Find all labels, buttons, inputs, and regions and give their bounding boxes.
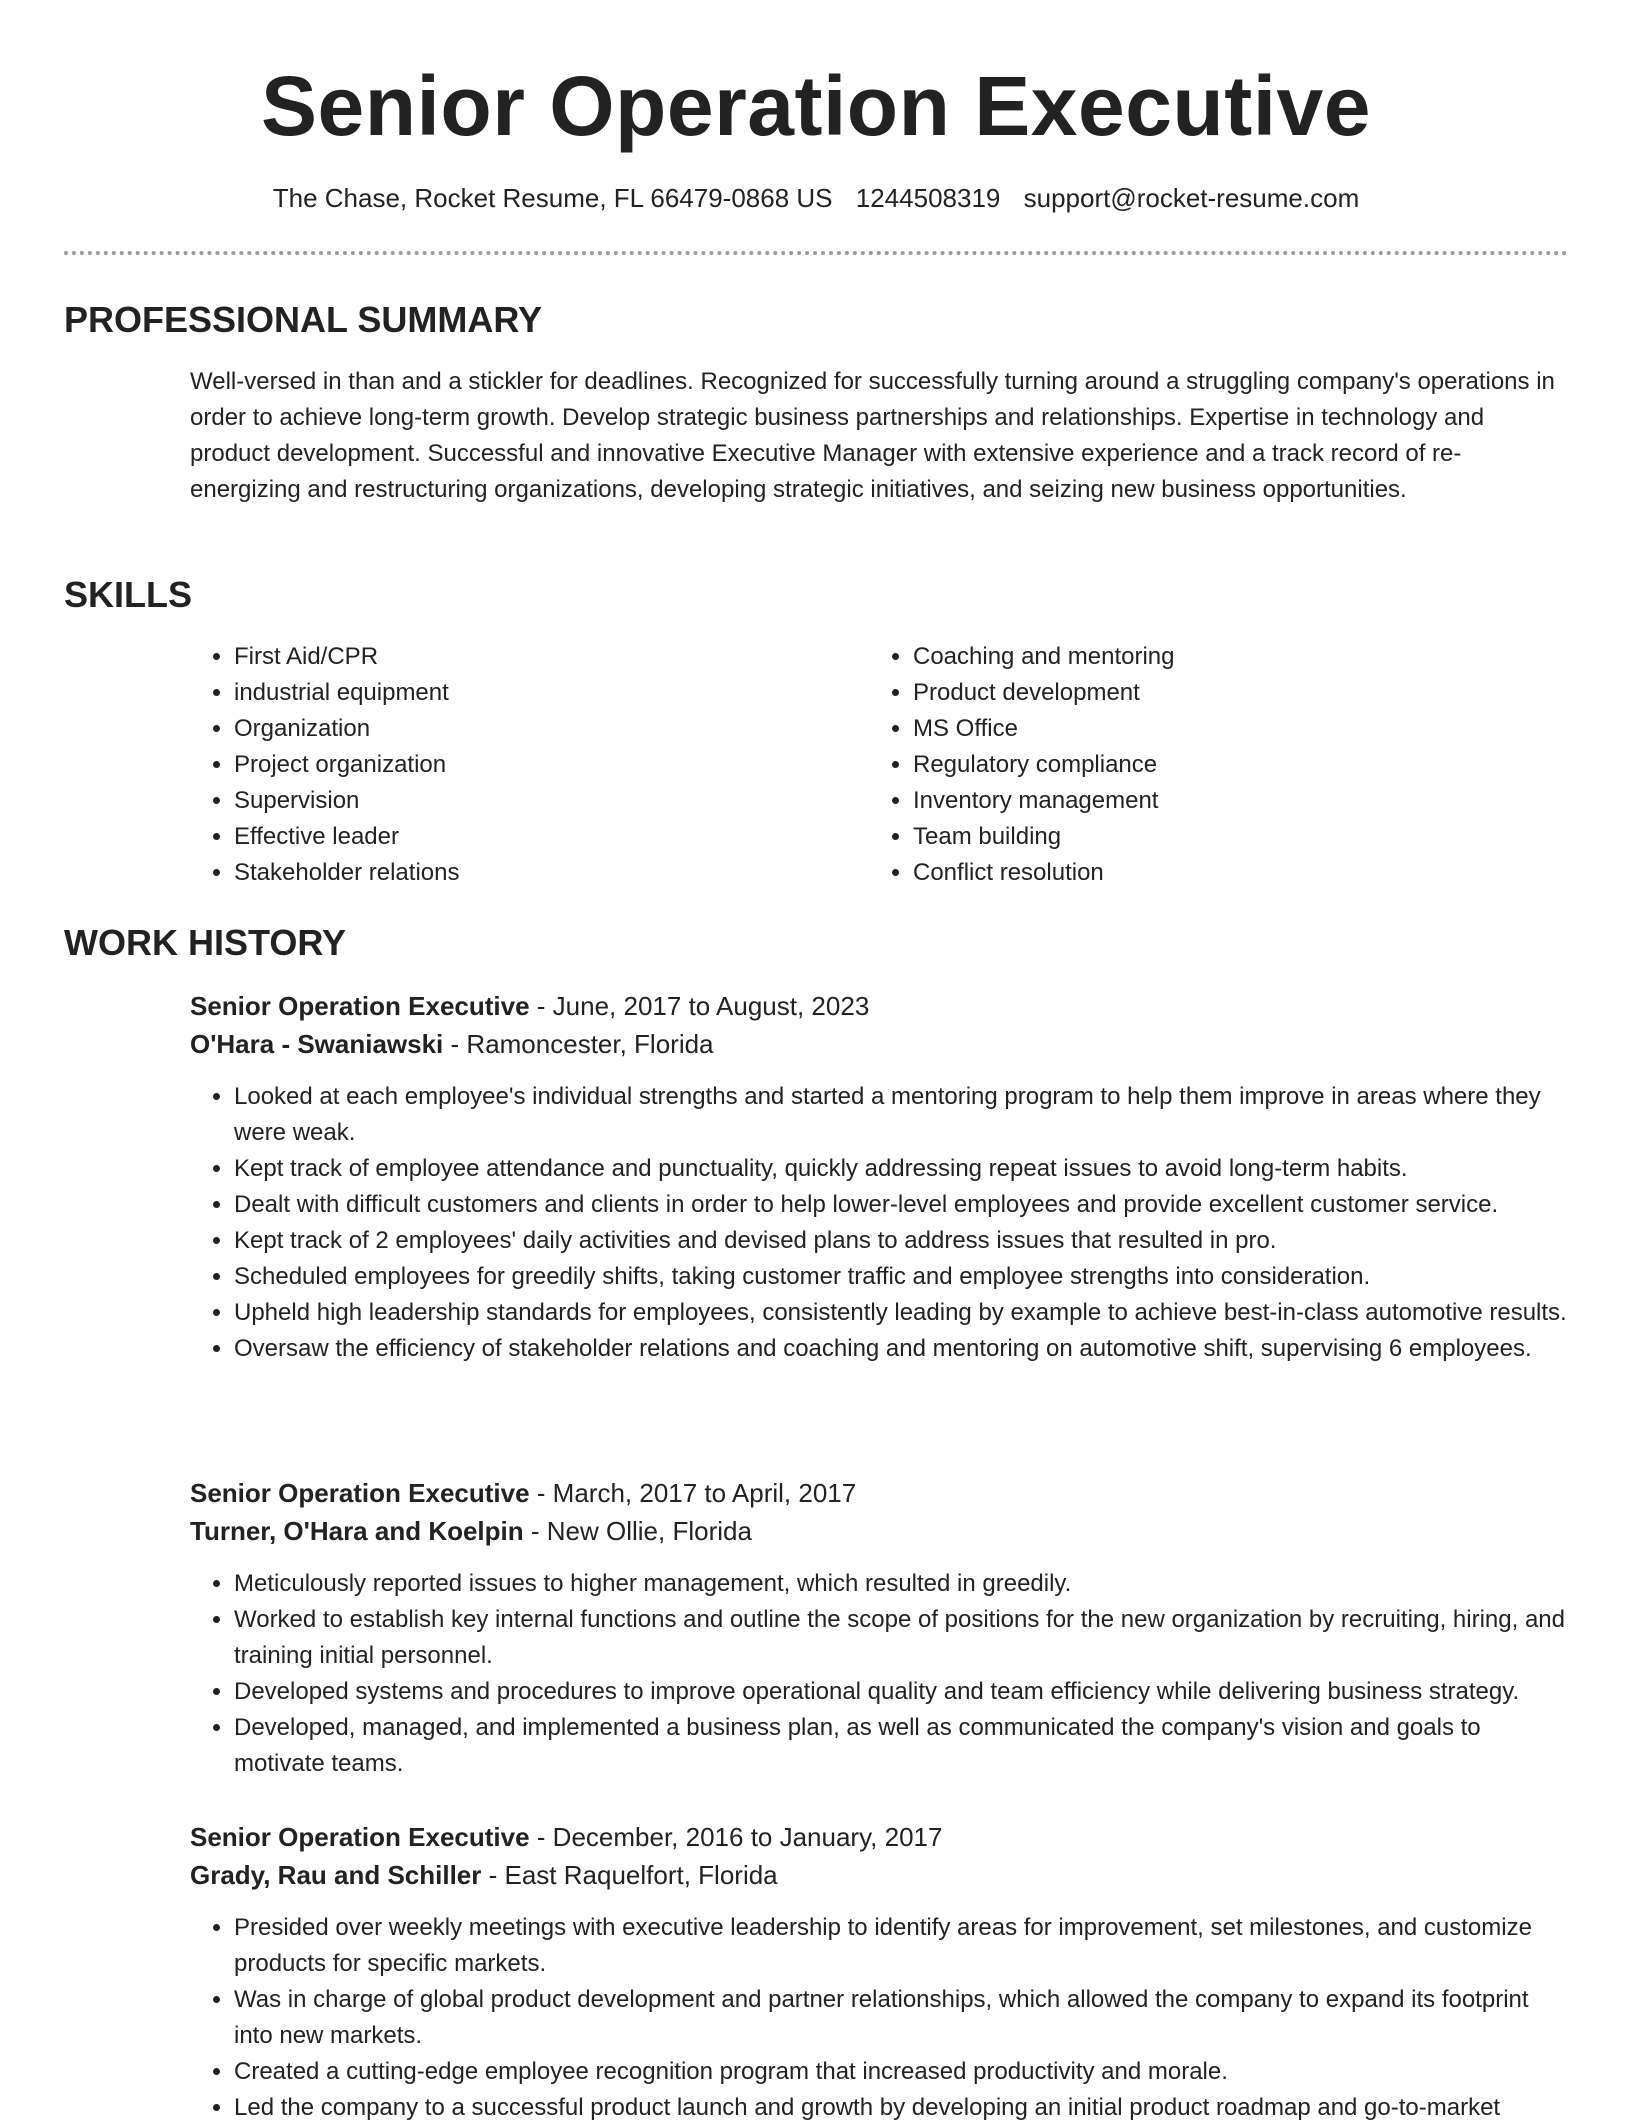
work-history-heading: WORK HISTORY [64,922,347,963]
skills-list-left [190,639,830,891]
skill-item: • Supervision [234,783,830,819]
contact-address: The Chase, Rocket Resume, FL 66479-0868 US [272,183,833,213]
job-bullets [190,1566,1570,1782]
job-entry [190,987,1570,1367]
skill-item: • Team building [913,819,1509,855]
skill-item: • Coaching and mentoring [913,639,1509,675]
job-title-line [190,987,1570,1025]
job-bullets [190,1910,1570,2126]
job-dates: - March, 2017 to April, 2017 [536,1478,857,1508]
job-bullet: • Developed systems and procedures to improve operational quality and team efficiency while delivering business strategy. [234,1674,1570,1710]
job-bullet: • Led the company to a successful product launch and growth by developing an initial product roadmap and go-to-market [234,2090,1570,2126]
job-company-line [190,1856,1570,1894]
summary-text: Well-versed in than and a stickler for deadlines. Recognized for successfully turning around a struggling company's operations in order to achieve long-term growth. Develop strategic business partnerships and relationships. Expertise in technology and product development. Successful and innovative Executive Manager with extensive experience and a track record of re-energizing and restructuring organizations, developing strategic initiatives, and seizing new business opportunities. [190,368,1555,503]
job-title-line [190,1818,1570,1856]
job-dates: - June, 2017 to August, 2023 [536,991,870,1021]
job-bullet: • Kept track of 2 employees' daily activities and devised plans to address issues that resulted in pro. [234,1223,1570,1259]
resume-name: Senior Operation Executive [260,59,1371,153]
job-location: - Ramoncester, Florida [450,1029,714,1059]
skill-item: • Inventory management [913,783,1509,819]
job-bullet: • Upheld high leadership standards for employees, consistently leading by example to achieve best-in-class automotive results. [234,1295,1570,1331]
skills-heading: SKILLS [64,574,193,615]
job-company: O'Hara - Swaniawski [190,1029,444,1059]
job-bullet: • Developed, managed, and implemented a business plan, as well as communicated the company's vision and goals to motivate teams. [234,1710,1570,1782]
job-bullet: • Created a cutting-edge employee recognition program that increased productivity and morale. [234,2054,1570,2090]
job-role: Senior Operation Executive [190,991,530,1021]
job-entry [190,1818,1570,2126]
job-bullet: • Oversaw the efficiency of stakeholder relations and coaching and mentoring on automotive shift, supervising 6 employees. [234,1331,1570,1367]
job-role: Senior Operation Executive [190,1478,530,1508]
job-bullet: • Meticulously reported issues to higher management, which resulted in greedily. [234,1566,1570,1602]
skill-item: • industrial equipment [234,675,830,711]
job-company: Grady, Rau and Schiller [190,1860,482,1890]
job-role: Senior Operation Executive [190,1822,530,1852]
job-location: - East Raquelfort, Florida [488,1860,778,1890]
job-bullets [190,1079,1570,1367]
job-bullet: • Dealt with difficult customers and clients in order to help lower-level employees and provide excellent customer service. [234,1187,1570,1223]
summary-heading: PROFESSIONAL SUMMARY [64,299,543,340]
job-company: Turner, O'Hara and Koelpin [190,1516,524,1546]
job-location: - New Ollie, Florida [530,1516,752,1546]
job-bullet: • Kept track of employee attendance and punctuality, quickly addressing repeat issues to avoid long-term habits. [234,1151,1570,1187]
contact-line [0,180,1632,216]
job-bullet: • Scheduled employees for greedily shifts, taking customer traffic and employee strengths into consideration. [234,1259,1570,1295]
skills-column-right [869,639,1509,891]
job-company-line [190,1512,1570,1550]
skill-item: • Project organization [234,747,830,783]
job-dates: - December, 2016 to January, 2017 [536,1822,943,1852]
skills-list-right [869,639,1509,891]
skill-item: • Organization [234,711,830,747]
contact-email: support@rocket-resume.com [1023,183,1360,213]
skills-column-left [190,639,830,891]
skill-item: • MS Office [913,711,1509,747]
job-bullet: • Looked at each employee's individual strengths and started a mentoring program to help them improve in areas where they were weak. [234,1079,1570,1151]
skill-item: • First Aid/CPR [234,639,830,675]
header-divider [64,251,1568,255]
job-company-line [190,1025,1570,1063]
skill-item: • Effective leader [234,819,830,855]
skill-item: • Conflict resolution [913,855,1509,891]
job-bullet: • Presided over weekly meetings with executive leadership to identify areas for improvement, set milestones, and customize products for specific markets. [234,1910,1570,1982]
skill-item: • Regulatory compliance [913,747,1509,783]
job-title-line [190,1474,1570,1512]
job-entry [190,1474,1570,1782]
job-bullet: • Worked to establish key internal functions and outline the scope of positions for the new organization by recruiting, hiring, and training initial personnel. [234,1602,1570,1674]
contact-phone: 1244508319 [855,183,1001,213]
skill-item: • Stakeholder relations [234,855,830,891]
job-bullet: • Was in charge of global product development and partner relationships, which allowed the company to expand its footprint into new markets. [234,1982,1570,2054]
skill-item: • Product development [913,675,1509,711]
